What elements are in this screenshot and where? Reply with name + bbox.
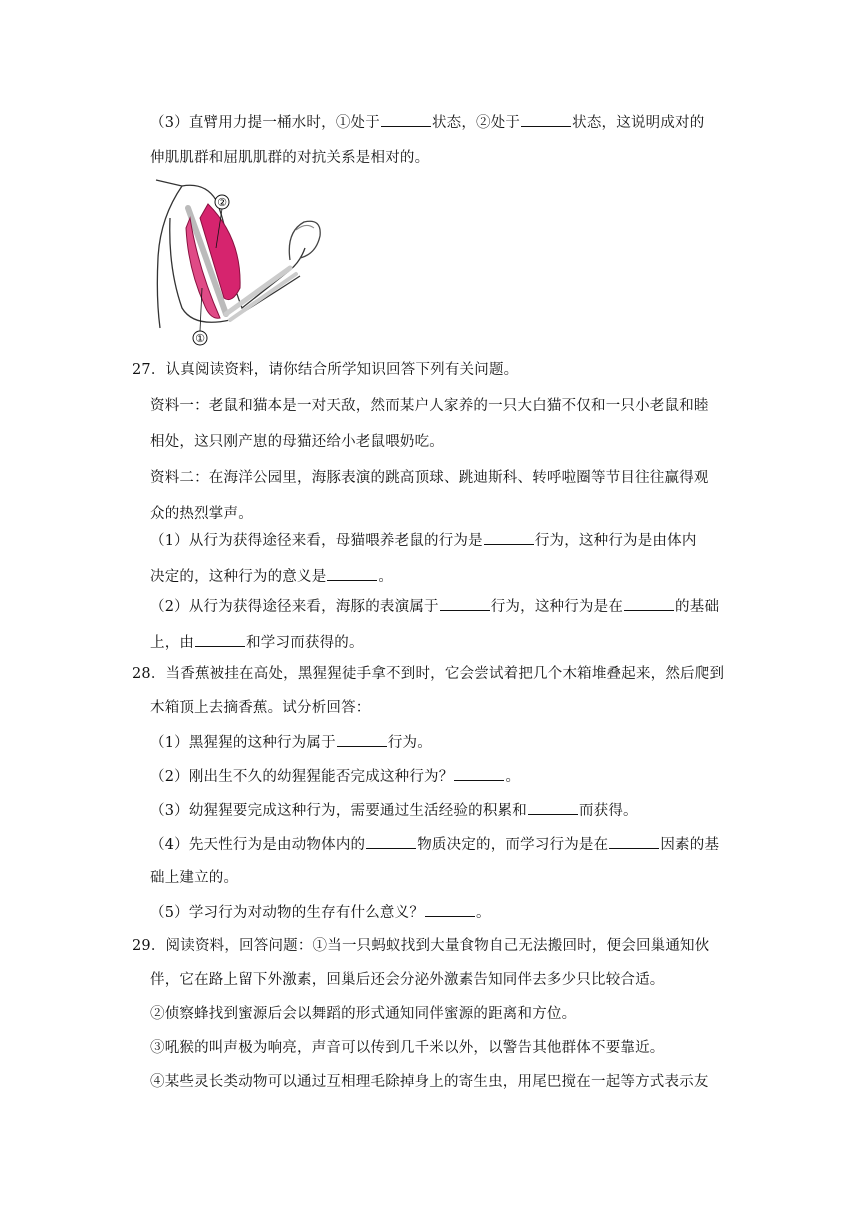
arm-muscle-figure: [150, 178, 325, 346]
q27-part2-line2: 上，由 和学习而获得的。: [150, 632, 364, 653]
answer-blank[interactable]: [484, 530, 534, 545]
q27-part2-line1: （2）从行为获得途径来看，海豚的表演属于 行为，这种行为是在 的基础: [150, 596, 719, 617]
q28-part5: （5）学习行为对动物的生存有什么意义？ 。: [150, 902, 491, 923]
q27-stem: 27．认真阅读资料，请你结合所学知识回答下列有关问题。: [132, 362, 519, 378]
answer-blank[interactable]: [195, 632, 245, 647]
q29-stem-line2: 伴，它在路上留下外激素，回巢后还会分泌外激素告知同伴去多少只比较合适。: [150, 972, 665, 988]
q27-material1-line1: 资料一：老鼠和猫本是一对天敌，然而某户人家养的一只大白猫不仅和一只小老鼠和睦: [150, 398, 709, 414]
label-biceps: ②: [217, 196, 227, 209]
answer-blank[interactable]: [327, 566, 377, 581]
q28-part2: （2）刚出生不久的幼猩猩能否完成这种行为？ 。: [150, 766, 520, 787]
q28-stem-line2: 木箱顶上去摘香蕉。试分析回答：: [150, 700, 371, 716]
q27-part1-line2: 决定的，这种行为的意义是 。: [150, 566, 393, 587]
q29-statement4: ④某些灵长类动物可以通过互相理毛除掉身上的寄生虫，用尾巴搅在一起等方式表示友: [150, 1074, 709, 1090]
q29-statement2: ②侦察蜂找到蜜源后会以舞蹈的形式通知同伴蜜源的距离和方位。: [150, 1006, 577, 1022]
answer-blank[interactable]: [528, 800, 578, 815]
answer-blank[interactable]: [454, 766, 504, 781]
q29-stem-line1: 29．阅读资料，回答问题：①当一只蚂蚁找到大量食物自己无法搬回时，便会回巢通知伙: [132, 938, 710, 954]
q28-part3: （3）幼猩猩要完成这种行为，需要通过生活经验的积累和 而获得。: [150, 800, 638, 821]
answer-blank[interactable]: [381, 112, 431, 127]
q27-part1-line1: （1）从行为获得途径来看，母猫喂养老鼠的行为是 行为，这种行为是由体内: [150, 530, 697, 551]
answer-blank[interactable]: [366, 834, 416, 849]
q27-material2-line1: 资料二：在海洋公园里，海豚表演的跳高顶球、跳迪斯科、转呼啦圈等节目往往赢得观: [150, 470, 709, 486]
q28-part1: （1）黑猩猩的这种行为属于 行为。: [150, 732, 432, 753]
answer-blank[interactable]: [425, 902, 475, 917]
label-triceps: ①: [195, 332, 205, 345]
q28-stem-line1: 28．当香蕉被挂在高处，黑猩猩徒手拿不到时，它会尝试着把几个木箱堆叠起来，然后爬到: [132, 666, 725, 682]
answer-blank[interactable]: [609, 834, 659, 849]
q26-part3-line1: （3）直臂用力提一桶水时，①处于 状态，②处于 状态，这说明成对的: [150, 112, 704, 133]
q29-statement3: ③吼猴的叫声极为响亮，声音可以传到几千米以外，以警告其他群体不要靠近。: [150, 1040, 665, 1056]
q26-part3-line2: 伸肌肌群和屈肌肌群的对抗关系是相对的。: [150, 150, 430, 166]
q27-material1-line2: 相处，这只刚产崽的母猫还给小老鼠喂奶吃。: [150, 434, 444, 450]
q28-part4-line1: （4）先天性行为是由动物体内的 物质决定的，而学习行为是在 因素的基: [150, 834, 719, 855]
q28-part4-line2: 础上建立的。: [150, 870, 239, 886]
answer-blank[interactable]: [521, 112, 571, 127]
answer-blank[interactable]: [337, 732, 387, 747]
q27-material2-line2: 众的热烈掌声。: [150, 506, 253, 522]
answer-blank[interactable]: [624, 596, 674, 611]
answer-blank[interactable]: [440, 596, 490, 611]
